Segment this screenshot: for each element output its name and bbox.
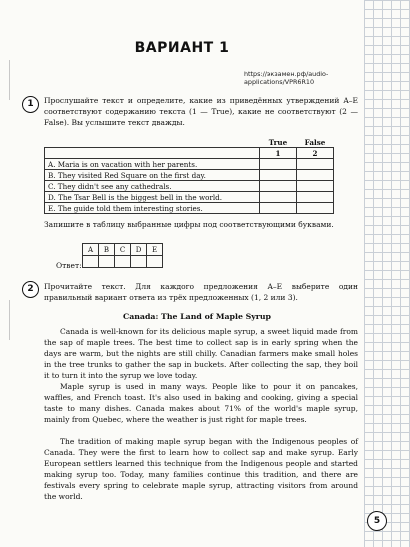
answer-box-a[interactable] bbox=[83, 256, 99, 268]
answer-cell[interactable] bbox=[260, 159, 297, 170]
answer-cell[interactable] bbox=[297, 192, 334, 203]
fill-instruction: Запишите в таблицу выбранные цифры под соответствующими буквами. bbox=[44, 220, 334, 229]
column-true: True bbox=[268, 137, 288, 147]
answer-cell[interactable] bbox=[297, 159, 334, 170]
margin-mark bbox=[9, 300, 10, 340]
answer-letter-d: D bbox=[131, 244, 147, 256]
answer-letter-c: C bbox=[115, 244, 131, 256]
task1-instruction: Прослушайте текст и определите, какие из приведённых утверждений A–E соответствуют содержанию текста (1 — True), какие не соответствуют (2 — False). Вы услышите текст дважды. bbox=[44, 96, 358, 127]
margin-mark bbox=[9, 60, 10, 100]
answer-letter-b: B bbox=[99, 244, 115, 256]
column-number-2: 2 bbox=[297, 148, 334, 159]
answer-box-c[interactable] bbox=[115, 256, 131, 268]
column-false: False bbox=[304, 137, 326, 147]
answer-cell[interactable] bbox=[260, 181, 297, 192]
audio-url[interactable]: https://экзамен.рф/audio-applications/VPR6R10 bbox=[244, 70, 329, 86]
task2-instruction: Прочитайте текст. Для каждого предложения A–E выберите один правильный вариант ответа из трёх предложенных (1, 2 или 3). bbox=[44, 282, 358, 302]
answer-cell[interactable] bbox=[260, 203, 297, 214]
reading-paragraph-3: The tradition of making maple syrup began with the Indigenous peoples of Canada. They were the first to learn how to collect sap and make syrup. Early European settlers learned this technique from the Indigenous people and started making syrup too. Today, many families continue this tradition, and there are festivals every spring to celebrate maple syrup, attracting visitors from around the world. bbox=[44, 437, 358, 501]
answer-cell[interactable] bbox=[260, 192, 297, 203]
statement-b: B. They visited Red Square on the first day. bbox=[45, 170, 260, 181]
statement-d: D. The Tsar Bell is the biggest bell in the world. bbox=[45, 192, 260, 203]
task-number-1: 1 bbox=[22, 96, 39, 113]
statement-a: A. Maria is on vacation with her parents. bbox=[45, 159, 260, 170]
task-number-2: 2 bbox=[22, 281, 39, 298]
answer-letter-a: A bbox=[83, 244, 99, 256]
page-number: 5 bbox=[367, 511, 387, 531]
reading-paragraph-2: Maple syrup is used in many ways. People like to pour it on pancakes, waffles, and French toast. It's also used in baking and cooking, giving a special taste to many dishes. Canada makes about 71% of the world's maple syrup, mainly from Quebec, where the weather is just right for maple trees. bbox=[44, 382, 358, 424]
variant-title: ВАРИАНТ 1 bbox=[134, 40, 230, 56]
statement-c: C. They didn't see any cathedrals. bbox=[45, 181, 260, 192]
answer-box-b[interactable] bbox=[99, 256, 115, 268]
answer-cell[interactable] bbox=[297, 203, 334, 214]
grid-margin bbox=[364, 0, 410, 547]
reading-paragraph-1: Canada is well-known for its delicious maple syrup, a sweet liquid made from the sap of maple trees. The best time to collect sap is in early spring when the days are warm, but the nights are still chilly. Canadian farmers make small holes in the tree trunks to gather the sap in buckets. After collecting the sap, they boil it to turn it into the syrup we love today. bbox=[44, 327, 358, 380]
answer-cell[interactable] bbox=[297, 181, 334, 192]
answer-cell[interactable] bbox=[297, 170, 334, 181]
answer-box-d[interactable] bbox=[131, 256, 147, 268]
answer-cell[interactable] bbox=[260, 170, 297, 181]
reading-title: Canada: The Land of Maple Syrup bbox=[122, 312, 272, 321]
answer-box-e[interactable] bbox=[147, 256, 163, 268]
column-number-1: 1 bbox=[260, 148, 297, 159]
true-false-table bbox=[44, 137, 334, 214]
statement-e: E. The guide told them interesting stories. bbox=[45, 203, 260, 214]
answer-label: Ответ: bbox=[56, 261, 82, 270]
answer-table bbox=[82, 243, 163, 268]
answer-letter-e: E bbox=[147, 244, 163, 256]
